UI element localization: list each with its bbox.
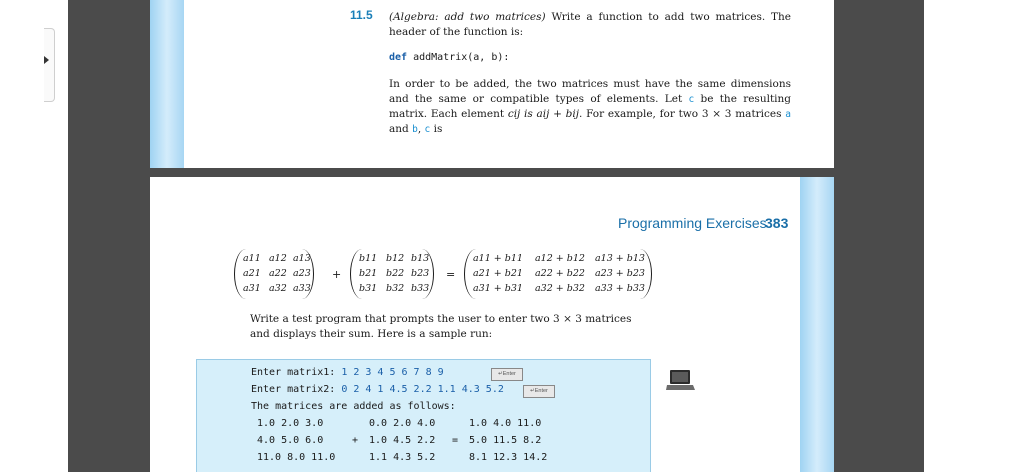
matrix-sum bbox=[464, 249, 652, 299]
triangle-right-icon[interactable] bbox=[44, 56, 49, 64]
function-header-code bbox=[389, 52, 509, 63]
result-equals: = bbox=[452, 435, 459, 446]
matrix-cell: a12 + b12 bbox=[535, 253, 585, 264]
matrix-cell: a12 bbox=[269, 253, 287, 264]
sample-line-1 bbox=[251, 367, 444, 378]
matrix-cell: a13 + b13 bbox=[595, 253, 645, 264]
laptop-icon bbox=[666, 368, 696, 392]
result-m2-row: 1.0 4.5 2.2 bbox=[369, 435, 436, 446]
exercise-number: 11.5 bbox=[350, 8, 373, 22]
element-formula: cij is aij + bij. bbox=[507, 108, 583, 120]
matrix-cell: a32 + b32 bbox=[535, 283, 585, 294]
right-panel bbox=[924, 0, 1024, 472]
matrix-cell: a31 + b31 bbox=[473, 283, 523, 294]
user-input: 1 2 3 4 5 6 7 8 9 bbox=[341, 367, 444, 378]
desc-part: be the resulting matrix. Each element bbox=[389, 93, 792, 120]
result-m3-row: 1.0 4.0 11.0 bbox=[469, 418, 542, 429]
exercise-text bbox=[389, 10, 791, 40]
matrix-b bbox=[350, 249, 434, 299]
result-m1-row: 11.0 8.0 11.0 bbox=[257, 452, 336, 463]
matrix-cell: a22 bbox=[269, 268, 287, 279]
enter-key-icon: ↵Enter bbox=[523, 385, 555, 398]
var-c: c bbox=[424, 124, 431, 135]
running-header-title: Programming Exercises bbox=[618, 215, 767, 231]
sidebar-toggle-tab[interactable] bbox=[44, 28, 55, 102]
page-383 bbox=[150, 177, 834, 472]
matrix-cell: a32 bbox=[269, 283, 287, 294]
matrix-cell: b31 bbox=[359, 283, 378, 294]
sample-run-box bbox=[196, 359, 651, 472]
code-keyword: def bbox=[389, 52, 408, 63]
page-edge-stripe bbox=[150, 0, 184, 168]
var-a: a bbox=[785, 109, 791, 120]
var-c: c bbox=[688, 94, 695, 105]
prompt-label: Enter matrix1: bbox=[251, 367, 342, 378]
matrix-cell: a11 bbox=[243, 253, 261, 264]
code-signature: addMatrix(a, b): bbox=[407, 52, 510, 63]
matrix-cell: b32 bbox=[386, 283, 405, 294]
matrix-cell: a33 + b33 bbox=[595, 283, 645, 294]
matrix-cell: a33 bbox=[293, 283, 311, 294]
matrix-cell: a21 bbox=[243, 268, 261, 279]
exercise-title: (Algebra: add two matrices) bbox=[389, 11, 546, 23]
matrix-cell: a23 bbox=[293, 268, 311, 279]
desc-part: In order to be added, the two matrices must have the same dimensions and the same or compatible types of elements. Let bbox=[389, 78, 791, 105]
matrix-cell: b12 bbox=[386, 253, 405, 264]
result-m2-row: 0.0 2.0 4.0 bbox=[369, 418, 436, 429]
matrix-cell: a21 + b21 bbox=[473, 268, 523, 279]
matrix-cell: a11 + b11 bbox=[473, 253, 523, 264]
matrix-cell: b33 bbox=[411, 283, 430, 294]
plus-sign: + bbox=[332, 268, 342, 281]
page-edge-stripe bbox=[800, 177, 834, 472]
matrix-cell: a23 + b23 bbox=[595, 268, 645, 279]
result-m2-row: 1.1 4.3 5.2 bbox=[369, 452, 436, 463]
matrix-cell: b22 bbox=[386, 268, 405, 279]
matrix-cell: a22 + b22 bbox=[535, 268, 585, 279]
left-panel bbox=[0, 0, 68, 472]
result-m3-row: 5.0 11.5 8.2 bbox=[469, 435, 542, 446]
matrix-cell: a31 bbox=[243, 283, 261, 294]
desc-part: For example, for two 3 × 3 matrices bbox=[582, 108, 786, 120]
result-m1-row: 4.0 5.0 6.0 bbox=[257, 435, 324, 446]
desc-part: and bbox=[389, 123, 413, 135]
page-number: 383 bbox=[765, 215, 789, 231]
sample-line-3: The matrices are added as follows: bbox=[251, 401, 456, 412]
desc-part: , bbox=[417, 123, 425, 135]
matrix-a bbox=[234, 249, 314, 299]
result-m1-row: 1.0 2.0 3.0 bbox=[257, 418, 324, 429]
exercise-description bbox=[389, 77, 791, 137]
sample-line-2 bbox=[251, 384, 504, 395]
matrix-cell: b23 bbox=[411, 268, 430, 279]
desc-part: is bbox=[430, 123, 443, 135]
result-m3-row: 8.1 12.3 14.2 bbox=[469, 452, 548, 463]
prompt-label: Enter matrix2: bbox=[251, 384, 342, 395]
matrix-cell: a13 bbox=[293, 253, 311, 264]
result-plus: + bbox=[352, 435, 359, 446]
matrix-cell: b13 bbox=[411, 253, 430, 264]
exercise-intro: Write a function to add two matrices. The header of the function is: bbox=[389, 11, 791, 38]
prompt-text: Write a test program that prompts the user to enter two 3 × 3 matrices and displays their sum. Here is a sample run: bbox=[250, 313, 632, 340]
matrix-cell: b11 bbox=[359, 253, 378, 264]
matrix-cell: b21 bbox=[359, 268, 378, 279]
page-top bbox=[150, 0, 834, 168]
var-b: b bbox=[412, 124, 418, 135]
equals-sign: = bbox=[446, 268, 456, 281]
user-input: 0 2 4 1 4.5 2.2 1.1 4.3 5.2 bbox=[341, 384, 504, 395]
enter-key-icon: ↵Enter bbox=[491, 368, 523, 381]
